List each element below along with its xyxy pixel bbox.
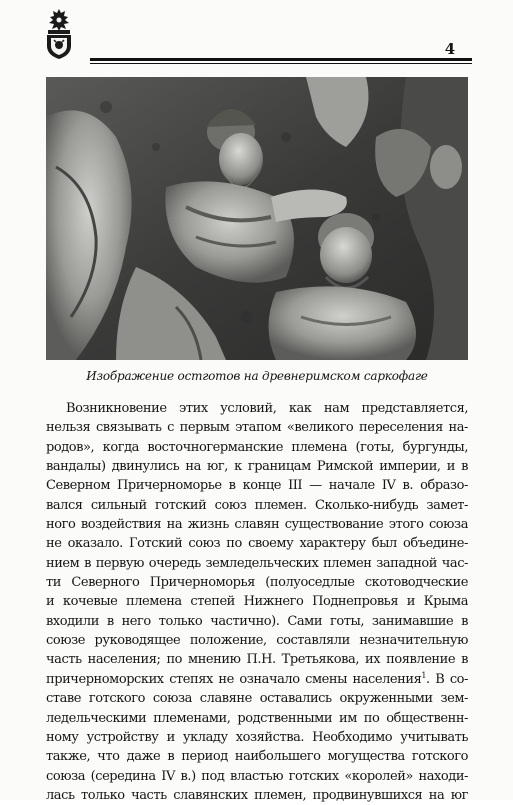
sarcophagus-relief-image [46,77,468,360]
header-rule [90,58,472,61]
body-text [46,399,468,805]
text-line: нельзя связывать с первым этапом «великого переселения на- [46,420,468,436]
text-line: часть населения; по мнению П.Н. Третьякова, их появление в [46,652,468,668]
text-line: и кочевые племена степей Нижнего Поднепровья и Крыма [46,594,468,610]
footnote-marker[interactable]: 1 [421,670,426,680]
text-line: Северном Причерноморье в конце III — начале IV в. образо- [46,478,468,494]
heraldic-emblem-icon [42,8,76,60]
text-line: входили в него только частично). Сами готы, занимавшие в [46,613,468,629]
text-line: ному устройству и укладу хозяйства. Необходимо учитывать [46,729,468,745]
text-line: ного воздействия на жизнь славян существование этого союза [46,517,468,533]
text-segment: . В со- [425,671,468,687]
text-line: ти Северного Причерноморья (полуоседлые скотоводческие [46,575,468,591]
text-line: ставе готского союза славяне оставались окруженными зем- [46,691,468,707]
text-line: союза (середина IV в.) под властью готских «королей» находи- [46,768,468,784]
text-line: ледельческими племенами, родственными им по общественн- [46,710,468,726]
figure-caption: Изображение остготов на древнеримском саркофаге [86,369,428,383]
text-line: Возникновение этих условий, как нам представляется, [66,401,468,416]
header-rule-thin [90,63,472,64]
text-line: также, что даже в период наибольшего могущества готского [46,749,468,765]
text-segment: причерноморских степях не означало смены населения [46,671,422,687]
text-line: вандалы) двинулись на юг, к границам Римской империи, и в [46,459,468,475]
text-line: союзе руководящее положение, составляли незначительную [46,633,468,649]
text-line: нием в первую очередь земледельческих племен западной час- [46,555,468,571]
text-line: лась только часть славянских племен, продвинувшихся на юг [46,787,468,803]
text-line: родов», когда восточногерманские племена (готы, бургунды, [46,439,468,455]
text-line: вался сильный готский союз племен. Сколько-нибудь замет- [46,497,468,513]
text-line: не оказало. Готский союз по своему характеру был объедине- [46,536,468,552]
text-line-with-footnote [46,670,468,689]
page-number: 4 [436,42,464,57]
